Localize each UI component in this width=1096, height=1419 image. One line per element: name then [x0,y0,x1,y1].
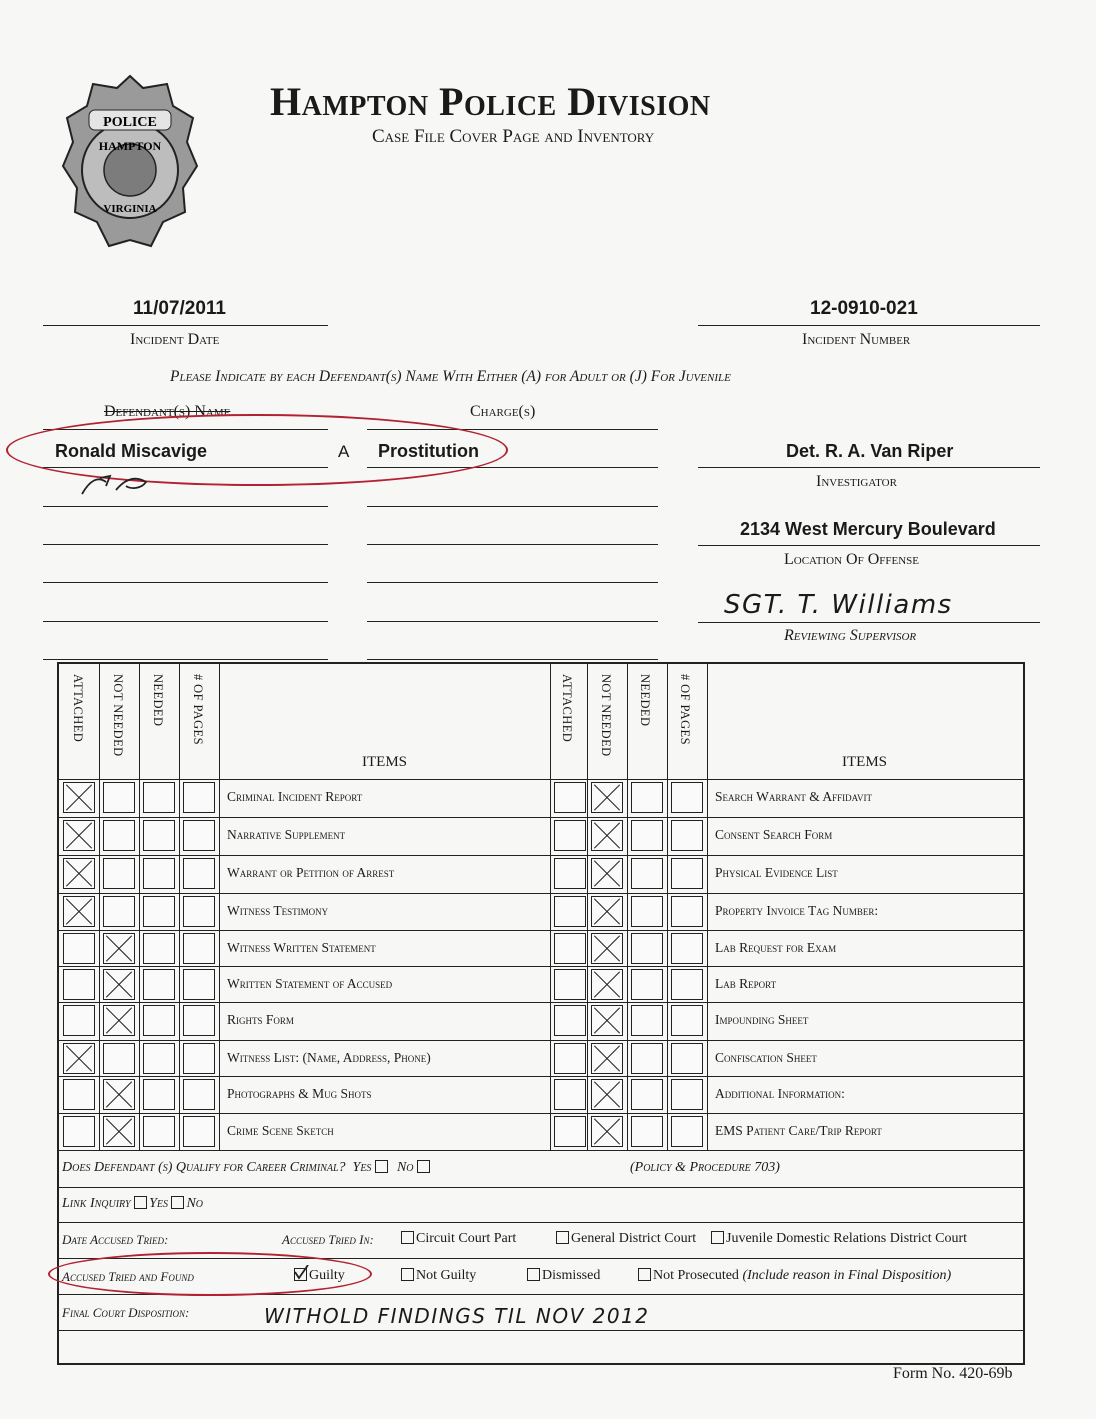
col-header-pages-left: # OF PAGES [191,674,205,745]
left-item-label: Written Statement of Accused [227,976,393,991]
supervisor-line [698,622,1040,623]
defendant-charge: Prostitution [378,441,479,461]
location-label: Location Of Offense [784,551,920,568]
badge-top-text: POLICE [103,115,157,130]
link-no-label: No [186,1196,204,1211]
final-disposition-value: WITHOLD FINDINGS TIL NOV 2012 [264,1304,650,1328]
left-item-label: Narrative Supplement [227,827,346,842]
found-option-not-guilty[interactable] [401,1268,476,1284]
left-item-label: Rights Form [227,1012,294,1027]
incident-number-label: Incident Number [802,331,911,348]
link-yes-checkbox[interactable] [134,1196,147,1209]
investigator-line [698,467,1040,468]
page-title: Hampton Police Division [270,79,711,124]
right-item-label: Additional Information: [715,1086,845,1101]
career-criminal-label: Does Defendant (s) Qualify for Career Criminal? [62,1160,346,1175]
career-no-label: No [396,1160,414,1175]
not-prosecuted-note: (Include reason in Final Disposition) [742,1268,952,1283]
investigator-value: Det. R. A. Van Riper [786,441,954,461]
right-item-label: Consent Search Form [715,827,833,842]
right-item-label: Lab Request for Exam [715,940,837,955]
location-value: 2134 West Mercury Boulevard [740,519,996,539]
defendant-line-6 [43,659,328,660]
guilty-label: Guilty [309,1268,345,1283]
defendant-name: Ronald Miscavige [55,441,208,461]
left-item-label: Warrant or Petition of Arrest [227,865,395,880]
career-yes-checkbox[interactable] [375,1160,388,1173]
incident-date-line [43,325,328,326]
col-header-needed-right: NEEDED [638,674,652,727]
career-criminal-question [62,1160,432,1176]
right-item-label: Lab Report [715,976,777,991]
not-prosecuted-label: Not Prosecuted [653,1268,739,1283]
charge-line-3 [367,544,658,545]
incident-date-value: 11/07/2011 [133,298,226,319]
found-option-dismissed[interactable] [527,1268,600,1284]
location-line [698,545,1040,546]
right-item-label: Property Invoice Tag Number: [715,903,879,918]
col-header-not-needed-right: NOT NEEDED [599,674,613,757]
charge-line-6 [367,659,658,660]
date-tried-label: Date Accused Tried: [62,1232,169,1247]
right-item-label: Physical Evidence List [715,865,838,880]
col-header-pages-right: # OF PAGES [678,674,692,745]
defendant-line-5 [43,621,328,622]
not-guilty-checkbox[interactable] [401,1268,414,1281]
left-item-label: Witness Written Statement [227,940,376,955]
col-header-attached-right: ATTACHED [560,674,574,743]
final-disposition-label: Final Court Disposition: [62,1305,190,1320]
defendant-line-3 [43,544,328,545]
badge-city-text: HAMPTON [98,139,162,153]
policy-reference: (Policy & Procedure 703) [630,1160,780,1175]
items-header-right: ITEMS [842,754,887,770]
found-option-not-prosecuted[interactable] [638,1268,951,1284]
court-circuit-checkbox[interactable] [401,1231,414,1244]
charge-line-2 [367,506,658,507]
charge-header: Charge(s) [470,403,536,420]
tried-in-label: Accused Tried In: [282,1232,374,1247]
link-inquiry-label: Link Inquiry [62,1196,131,1211]
link-inquiry-row [62,1196,203,1212]
left-item-label: Photographs & Mug Shots [227,1086,372,1101]
left-item-label: Crime Scene Sketch [227,1123,334,1138]
not-guilty-label: Not Guilty [416,1268,477,1283]
police-badge-logo [55,70,205,265]
incident-date-label: Incident Date [130,331,220,348]
right-item-label: Confiscation Sheet [715,1050,817,1065]
col-header-attached-left: ATTACHED [71,674,85,743]
not-prosecuted-checkbox[interactable] [638,1268,651,1281]
incident-number-line [698,325,1040,326]
court-general-checkbox[interactable] [556,1231,569,1244]
form-number: Form No. 420-69b [893,1365,1013,1382]
annotation-arrow-scribble [76,468,156,498]
investigator-label: Investigator [816,473,897,490]
link-yes-label: Yes [149,1196,168,1211]
charge-line-5 [367,621,658,622]
left-item-label: Witness List: (Name, Address, Phone) [227,1050,431,1065]
link-no-checkbox[interactable] [171,1196,184,1209]
col-header-needed-left: NEEDED [151,674,165,727]
instruction-text: Please Indicate by each Defendant(s) Name With Either (A) for Adult or (J) For Juvenile [170,368,731,385]
defendant-line-4 [43,582,328,583]
defendant-type: A [338,442,350,461]
defendant-name-header: Defendant(s) Name [104,403,231,420]
supervisor-signature: SGT. T. Williams [724,590,953,620]
page-subtitle: Case File Cover Page and Inventory [372,126,655,147]
incident-number-value: 12-0910-021 [810,298,918,319]
dismissed-checkbox[interactable] [527,1268,540,1281]
court-option-circuit[interactable] [401,1231,516,1247]
court-option-juvenile[interactable] [711,1231,967,1247]
right-item-label: Search Warrant & Affidavit [715,789,872,804]
charge-line-4 [367,582,658,583]
right-item-label: Impounding Sheet [715,1012,809,1027]
supervisor-label: Reviewing Supervisor [784,627,917,644]
defendant-line-2 [43,506,328,507]
right-item-label: EMS Patient Care/Trip Report [715,1123,882,1138]
badge-state-text: VIRGINIA [103,203,157,215]
court-juvenile-label: Juvenile Domestic Relations District Court [726,1231,968,1246]
court-general-label: General District Court [571,1231,697,1246]
court-option-general[interactable] [556,1231,696,1247]
left-item-label: Criminal Incident Report [227,789,363,804]
col-header-not-needed-left: NOT NEEDED [111,674,125,757]
items-header-left: ITEMS [362,754,407,770]
career-no-checkbox[interactable] [417,1160,430,1173]
court-circuit-label: Circuit Court Part [416,1231,517,1246]
left-item-label: Witness Testimony [227,903,329,918]
found-label: Accused Tried and Found [62,1269,194,1284]
court-juvenile-checkbox[interactable] [711,1231,724,1244]
annotation-circle-guilty [48,1252,372,1296]
career-yes-label: Yes [352,1160,372,1175]
dismissed-label: Dismissed [542,1268,601,1283]
